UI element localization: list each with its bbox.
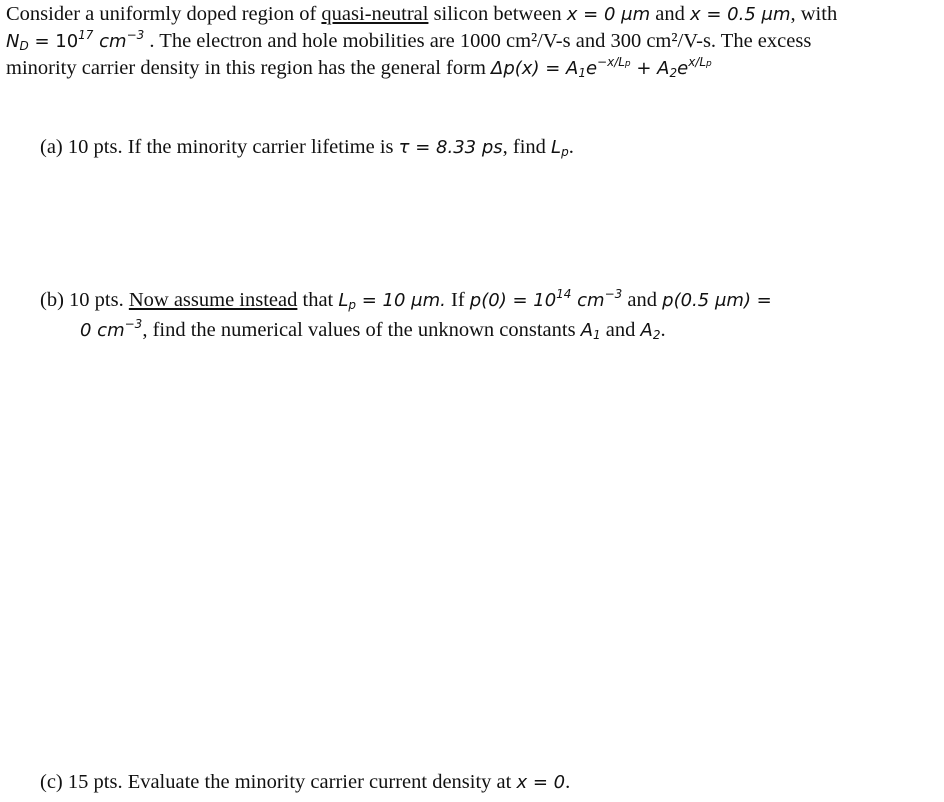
part-b-label: (b) bbox=[40, 289, 64, 311]
x1-math: x = 0.5 μm bbox=[689, 4, 791, 25]
intro-line-3: minority carrier density in this region has the general form $\Delta p(x) = A_1e^{-x/Lp} + A_2e^{x/Lp}$ bbox=[6, 55, 712, 80]
lp-math: $L_p$ bbox=[551, 137, 569, 159]
p0-math: $p(0) = 10^{14}$ $cm^{-3}$ bbox=[469, 287, 623, 311]
a1-math: $A_1$ bbox=[580, 320, 601, 342]
general-form-formula: $\Delta p(x) = A_1e^{-x/Lp} + A_2e^{x/Lp}$ bbox=[491, 55, 712, 80]
intro-line-1: Consider a uniformly doped region of quasi-neutral silicon between x = 0 μm and x = 0.5 μm, with bbox=[6, 3, 838, 25]
lp-value-math: $L_p = 10$ μm. bbox=[338, 290, 446, 312]
tau-math: τ = 8.33 ps bbox=[398, 137, 503, 158]
part-c-label: (c) bbox=[40, 771, 63, 793]
part-a-label: (a) bbox=[40, 136, 63, 158]
doping-math: $N_D = 10^{17}$ $cm^{-3}$ bbox=[6, 28, 145, 53]
zero-density-math: 0 $cm^{-3}$ bbox=[80, 317, 143, 341]
part-b-line-1: (b) 10 pts. Now assume instead that $L_p = 10$ μm. If $p(0) = 10^{14}$ $cm^{-3}$ and p(0.5 μm) = bbox=[40, 287, 772, 312]
quasi-neutral-underline: quasi-neutral bbox=[321, 3, 429, 25]
part-c: (c) 15 pts. Evaluate the minority carrier current density at x = 0. bbox=[40, 771, 571, 793]
part-b-line-2: 0 $cm^{-3}$, find the numerical values of the unknown constants $A_1$ and $A_2$. bbox=[80, 317, 666, 342]
p05-math: p(0.5 μm) = bbox=[662, 290, 772, 311]
part-a: (a) 10 pts. If the minority carrier lifetime is τ = 8.33 ps, find $L_p$. bbox=[40, 136, 574, 159]
x-zero-math: x = 0 bbox=[516, 772, 566, 793]
intro-line-2: $N_D = 10^{17}$ $cm^{-3}$ . The electron and hole mobilities are 1000 cm²/V-s and 300 cm²/V-s. The excess bbox=[6, 28, 812, 53]
now-assume-underline: Now assume instead bbox=[128, 289, 298, 311]
x0-math: x = 0 μm bbox=[566, 4, 651, 25]
a2-math: $A_2$ bbox=[640, 320, 661, 342]
